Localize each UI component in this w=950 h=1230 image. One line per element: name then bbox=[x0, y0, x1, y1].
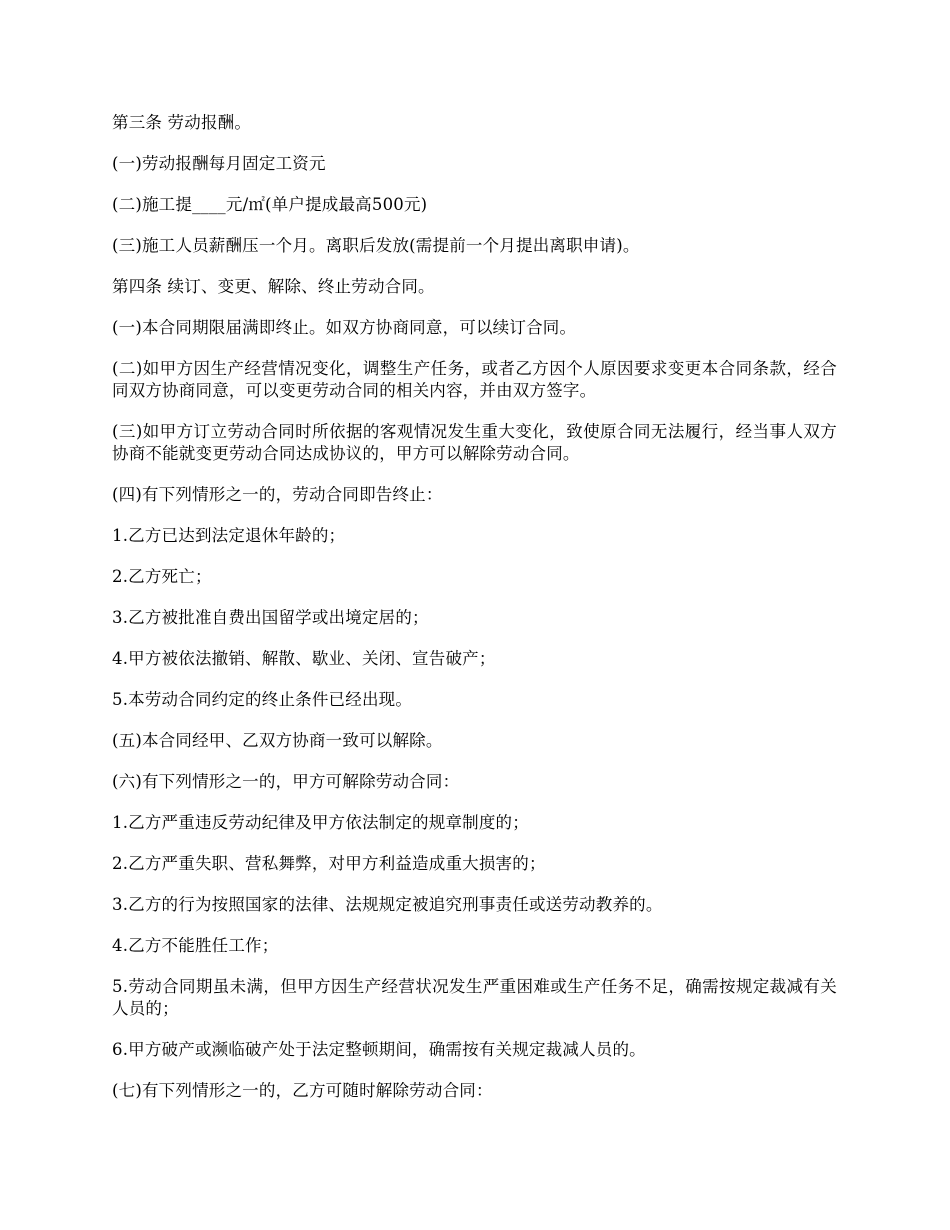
clause-4-3: (三)如甲方订立劳动合同时所依据的客观情况发生重大变化，致使原合同无法履行，经当事人双方协商不能就变更劳动合同达成协议的，甲方可以解除劳动合同。 bbox=[112, 422, 837, 463]
clause-4-2: (二)如甲方因生产经营情况变化，调整生产任务，或者乙方因个人原因要求变更本合同条款，经合同双方协商同意，可以变更劳动合同的相关内容，并由双方签字。 bbox=[112, 359, 837, 400]
clause-4-1: (一)本合同期限届满即终止。如双方协商同意，可以续订合同。 bbox=[112, 318, 577, 337]
list-item: 5.本劳动合同约定的终止条件已经出现。 bbox=[112, 690, 413, 709]
clause-3-2: (二)施工提____元/㎡(单户提成最高500元) bbox=[112, 195, 428, 214]
list-item: 1.乙方严重违反劳动纪律及甲方依法制定的规章制度的； bbox=[112, 813, 529, 832]
list-item: 4.甲方被依法撤销、解散、歇业、关闭、宣告破产； bbox=[112, 649, 496, 668]
document-body bbox=[112, 112, 837, 1121]
clause-4-4: (四)有下列情形之一的，劳动合同即告终止： bbox=[112, 485, 443, 504]
list-item: 2.乙方死亡； bbox=[112, 567, 212, 586]
clause-4-6: (六)有下列情形之一的，甲方可解除劳动合同： bbox=[112, 772, 460, 791]
list-item: 3.乙方被批准自费出国留学或出境定居的； bbox=[112, 608, 429, 627]
list-item: 4.乙方不能胜任工作； bbox=[112, 936, 279, 955]
clause-4-7: (七)有下列情形之一的，乙方可随时解除劳动合同： bbox=[112, 1081, 493, 1100]
list-item: 2.乙方严重失职、营私舞弊，对甲方利益造成重大损害的； bbox=[112, 854, 546, 873]
article-4-heading: 第四条 续订、变更、解除、终止劳动合同。 bbox=[112, 277, 435, 296]
article-3-heading: 第三条 劳动报酬。 bbox=[112, 113, 252, 132]
list-item: 1.乙方已达到法定退休年龄的； bbox=[112, 526, 346, 545]
clause-3-3: (三)施工人员薪酬压一个月。离职后发放(需提前一个月提出离职申请)。 bbox=[112, 236, 640, 255]
list-item: 5.劳动合同期虽未满，但甲方因生产经营状况发生严重困难或生产任务不足，确需按规定裁减有关人员的； bbox=[112, 977, 837, 1018]
list-item: 6.甲方破产或濒临破产处于法定整顿期间，确需按有关规定裁减人员的。 bbox=[112, 1040, 646, 1059]
clause-3-1: (一)劳动报酬每月固定工资元 bbox=[112, 154, 326, 173]
clause-4-5: (五)本合同经甲、乙双方协商一致可以解除。 bbox=[112, 731, 443, 750]
list-item: 3.乙方的行为按照国家的法律、法规规定被追究刑事责任或送劳动教养的。 bbox=[112, 895, 663, 914]
